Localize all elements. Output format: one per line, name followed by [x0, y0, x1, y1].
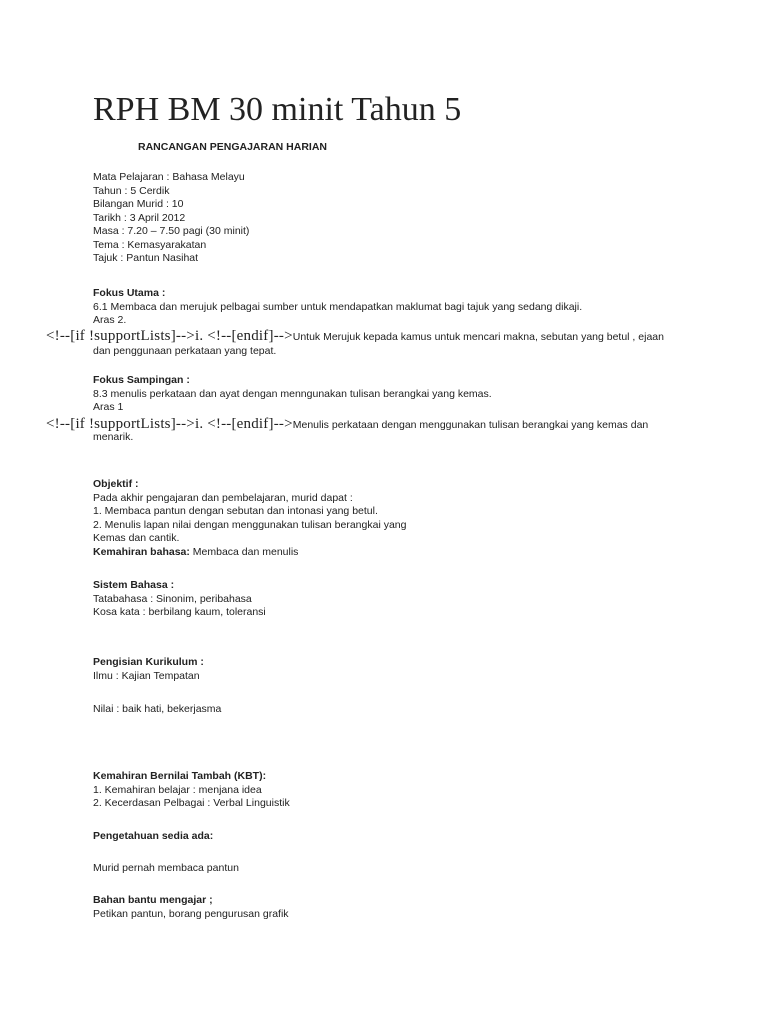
- kemahiran-bahasa: [93, 546, 693, 560]
- fokus-utama-line2: Aras 2.: [93, 314, 127, 326]
- objektif-line: Kemas dan cantik.: [93, 532, 180, 544]
- objektif-heading: Objektif :: [93, 478, 139, 490]
- info-subject: Mata Pelajaran : Bahasa Melayu: [93, 171, 245, 183]
- document-title: RPH BM 30 minit Tahun 5: [93, 91, 462, 128]
- fokus-utama-item: [46, 330, 746, 344]
- kemahiran-bahasa-label: Kemahiran bahasa:: [93, 545, 190, 558]
- objektif-line: 2. Menulis lapan nilai dengan menggunakan tulisan berangkai yang: [93, 518, 407, 531]
- info-date: Tarikh : 3 April 2012: [93, 211, 186, 224]
- fokus-sampingan-item-text: Menulis perkataan dengan menggunakan tulisan berangkai yang kemas dan: [292, 419, 649, 431]
- pengisian-kurikulum-section: [93, 656, 693, 683]
- fokus-sampingan-section: [93, 374, 693, 415]
- kosa-kata-line: Kosa kata : berbilang kaum, toleransi: [93, 606, 266, 618]
- info-theme: Tema : Kemasyarakatan: [93, 238, 207, 251]
- kbt-heading: Kemahiran Bernilai Tambah (KBT):: [93, 770, 267, 782]
- fokus-utama-item-text: Untuk Merujuk kepada kamus untuk mencari makna, sebutan yang betul , ejaan: [292, 331, 664, 343]
- bahan-bantu-heading: Bahan bantu mengajar ;: [93, 894, 213, 906]
- pengisian-kurikulum-heading: Pengisian Kurikulum :: [93, 656, 204, 668]
- bahan-bantu-section: [93, 894, 693, 921]
- sistem-bahasa-heading: Sistem Bahasa :: [93, 579, 175, 591]
- pengetahuan-text: Murid pernah membaca pantun: [93, 862, 239, 874]
- kbt-line: 2. Kecerdasan Pelbagai : Verbal Linguistik: [93, 797, 290, 809]
- bahan-bantu-text: Petikan pantun, borang pengurusan grafik: [93, 907, 289, 920]
- objektif-section: [93, 478, 693, 559]
- tatabahasa-line: Tatabahasa : Sinonim, peribahasa: [93, 592, 252, 605]
- objektif-line: 1. Membaca pantun dengan sebutan dan intonasi yang betul.: [93, 505, 378, 517]
- fokus-sampingan-item: [46, 418, 746, 432]
- document-subtitle: RANCANGAN PENGAJARAN HARIAN: [138, 141, 328, 153]
- info-time: Masa : 7.20 – 7.50 pagi (30 minit): [93, 225, 250, 237]
- fokus-utama-item-continued: dan penggunaan perkataan yang tepat.: [93, 345, 277, 357]
- html-comment-text: <!--[if !supportLists]-->i. <!--[endif]-->: [46, 416, 293, 432]
- fokus-utama-line1: 6.1 Membaca dan merujuk pelbagai sumber untuk mendapatkan maklumat bagi tajuk yang sedang dikaji.: [93, 300, 583, 313]
- sistem-bahasa-section: [93, 579, 693, 620]
- pengetahuan-heading: Pengetahuan sedia ada:: [93, 830, 214, 842]
- fokus-sampingan-heading: Fokus Sampingan :: [93, 374, 190, 386]
- fokus-sampingan-line1: 8.3 menulis perkataan dan ayat dengan menngunakan tulisan berangkai yang kemas.: [93, 387, 492, 400]
- ilmu-line: Ilmu : Kajian Tempatan: [93, 669, 200, 682]
- info-year: Tahun : 5 Cerdik: [93, 184, 170, 197]
- fokus-utama-section: [93, 287, 693, 328]
- nilai-line: Nilai : baik hati, bekerjasma: [93, 703, 222, 715]
- fokus-sampingan-line2: Aras 1: [93, 401, 124, 413]
- kemahiran-bahasa-value: Membaca dan menulis: [189, 545, 299, 558]
- lesson-info: [93, 171, 693, 266]
- info-topic: Tajuk : Pantun Nasihat: [93, 252, 199, 264]
- kbt-line: 1. Kemahiran belajar : menjana idea: [93, 783, 262, 796]
- info-student-count: Bilangan Murid : 10: [93, 198, 184, 210]
- html-comment-text: <!--[if !supportLists]-->i. <!--[endif]-->: [46, 328, 293, 344]
- kbt-section: [93, 770, 693, 811]
- fokus-sampingan-item-continued: menarik.: [93, 431, 134, 443]
- fokus-utama-heading: Fokus Utama :: [93, 287, 166, 299]
- objektif-line: Pada akhir pengajaran dan pembelajaran, murid dapat :: [93, 491, 353, 504]
